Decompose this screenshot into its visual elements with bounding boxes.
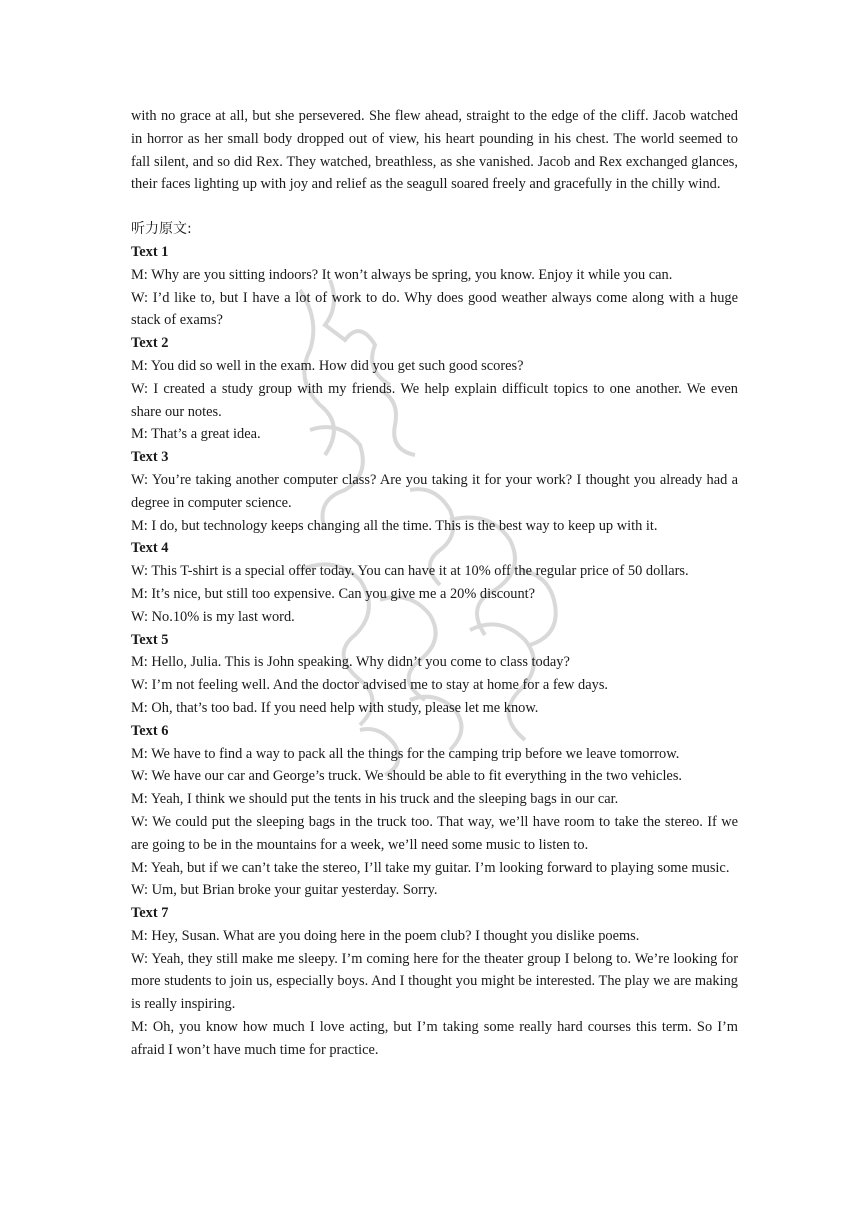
section-spacer	[131, 196, 738, 218]
text-6-block	[131, 720, 738, 902]
document-page	[131, 105, 738, 1062]
text-4-label: Text 4	[131, 540, 169, 557]
text-5-label: Text 5	[131, 631, 169, 648]
dialogue-line: M: I do, but technology keeps changing all the time. This is the best way to keep up with it.	[131, 517, 658, 534]
text-2-block	[131, 332, 738, 446]
dialogue-line: M: Oh, that’s too bad. If you need help with study, please let me know.	[131, 699, 539, 716]
dialogue-line: M: That’s a great idea.	[131, 426, 261, 443]
text-7-block	[131, 902, 738, 1062]
story-paragraph: with no grace at all, but she persevered. She flew ahead, straight to the edge of the cliff. Jacob watched in horror as her small body dropped out of view, his heart pounding in his chest. The world seemed to fall silent, and so did Rex. They watched, breathless, as she vanished. Jacob and Rex exchanged glances, their faces lighting up with joy and relief as the seagull soared freely and gracefully in the chilly wind.	[131, 108, 738, 193]
dialogue-line: W: Um, but Brian broke your guitar yesterday. Sorry.	[131, 882, 438, 899]
dialogue-line: W: This T-shirt is a special offer today. You can have it at 10% off the regular price of 50 dollars.	[131, 563, 689, 580]
text-2-label: Text 2	[131, 335, 169, 352]
text-1-block	[131, 241, 738, 332]
section-title: 听力原文:	[131, 221, 192, 238]
dialogue-line: M: Hey, Susan. What are you doing here in the poem club? I thought you dislike poems.	[131, 927, 640, 944]
dialogue-line: W: Yeah, they still make me sleepy. I’m coming here for the theater group I belong to. We’re looking for more students to join us, especially boys. And I thought you might be interested. The play we are making is really inspiring.	[131, 950, 738, 1013]
dialogue-line: M: We have to find a way to pack all the things for the camping trip before we leave tomorrow.	[131, 745, 680, 762]
dialogue-line: W: We could put the sleeping bags in the truck too. That way, we’ll have room to take the stereo. If we are going to be in the mountains for a week, we’ll need some music to listen to.	[131, 813, 738, 853]
text-4-block	[131, 537, 738, 628]
dialogue-line: W: I’m not feeling well. And the doctor advised me to stay at home for a few days.	[131, 677, 609, 694]
dialogue-line: M: Yeah, but if we can’t take the stereo, I’ll take my guitar. I’m looking forward to playing some music.	[131, 859, 730, 876]
dialogue-line: W: I’d like to, but I have a lot of work to do. Why does good weather always come along with a huge stack of exams?	[131, 289, 738, 329]
dialogue-line: M: Hello, Julia. This is John speaking. Why didn’t you come to class today?	[131, 654, 570, 671]
dialogue-line: W: We have our car and George’s truck. We should be able to fit everything in the two vehicles.	[131, 768, 683, 785]
text-6-label: Text 6	[131, 722, 169, 739]
text-5-block	[131, 629, 738, 720]
text-7-label: Text 7	[131, 905, 169, 922]
dialogue-line: W: You’re taking another computer class? Are you taking it for your work? I thought you already had a degree in computer science.	[131, 471, 738, 511]
dialogue-line: W: I created a study group with my friends. We help explain difficult topics to one another. We even share our notes.	[131, 380, 738, 420]
text-3-block	[131, 446, 738, 537]
text-1-label: Text 1	[131, 243, 169, 260]
dialogue-line: M: Oh, you know how much I love acting, but I’m taking some really hard courses this term. So I’m afraid I won’t have much time for practice.	[131, 1019, 738, 1058]
text-3-label: Text 3	[131, 449, 169, 466]
dialogue-line: M: Why are you sitting indoors? It won’t always be spring, you know. Enjoy it while you can.	[131, 266, 673, 283]
dialogue-line: M: Yeah, I think we should put the tents in his truck and the sleeping bags in our car.	[131, 791, 619, 808]
dialogue-line: M: You did so well in the exam. How did you get such good scores?	[131, 357, 524, 374]
dialogue-line: W: No.10% is my last word.	[131, 608, 295, 625]
dialogue-line: M: It’s nice, but still too expensive. Can you give me a 20% discount?	[131, 585, 536, 602]
